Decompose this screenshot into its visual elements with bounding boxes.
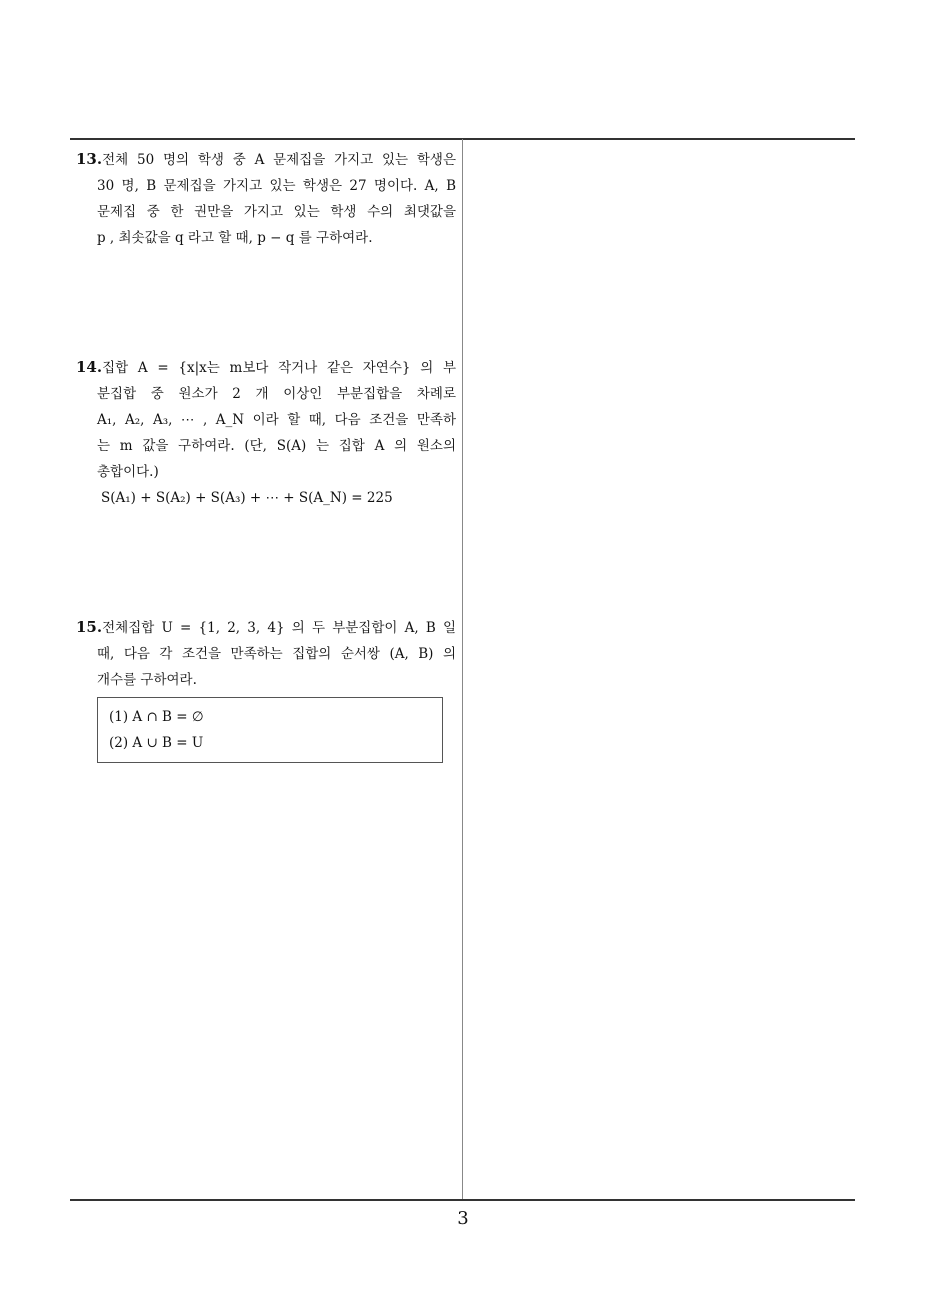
problem-15 [76, 614, 456, 693]
problem-line [76, 146, 456, 173]
condition-item: (2) A ∪ B = U [109, 735, 204, 751]
problem-line: 총합이다.) [97, 464, 159, 480]
bottom-rule [70, 1199, 855, 1201]
problem-13 [76, 146, 456, 251]
problem-equation: S(A₁) + S(A₂) + S(A₃) + ⋯ + S(A_N) = 225 [101, 490, 393, 506]
conditions-box [97, 697, 443, 763]
problem-text: 전체집합 U = {1, 2, 3, 4} 의 두 부분집합이 A, B 일 [102, 620, 456, 636]
problem-line: 문제집 중 한 권만을 가지고 있는 학생 수의 최댓값을 [97, 204, 456, 220]
problem-14 [76, 354, 456, 511]
problem-line: 30 명, B 문제집을 가지고 있는 학생은 27 명이다. A, B [97, 178, 456, 194]
problem-text: 전체 50 명의 학생 중 A 문제집을 가지고 있는 학생은 [102, 152, 456, 168]
problem-text: 집합 A = {x|x는 m보다 작거나 같은 자연수} 의 부 [102, 360, 456, 376]
condition-item: (1) A ∩ B = ∅ [109, 709, 204, 725]
problem-line: 분집합 중 원소가 2 개 이상인 부분집합을 차례로 [97, 386, 456, 402]
problem-line: p , 최솟값을 q 라고 할 때, p − q 를 구하여라. [97, 230, 373, 246]
problem-line: 개수를 구하여라. [97, 672, 197, 688]
problem-line [76, 614, 456, 641]
problem-number: 13. [76, 150, 103, 168]
page-number: 3 [457, 1208, 469, 1229]
column-divider [462, 139, 463, 1200]
problem-number: 15. [76, 618, 103, 636]
problem-line [76, 354, 456, 381]
problem-line: 때, 다음 각 조건을 만족하는 집합의 순서쌍 (A, B) 의 [97, 646, 456, 662]
problem-line: A₁, A₂, A₃, ⋯ , A_N 이라 할 때, 다음 조건을 만족하 [97, 412, 456, 428]
problem-number: 14. [76, 358, 103, 376]
problem-line: 는 m 값을 구하여라. (단, S(A) 는 집합 A 의 원소의 [97, 438, 456, 454]
